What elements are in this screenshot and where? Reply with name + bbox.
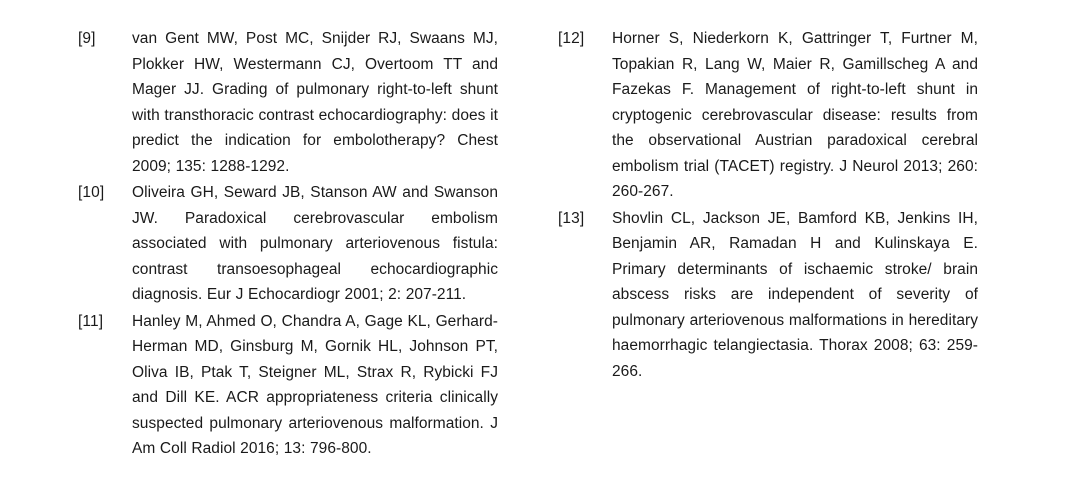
- left-column: [78, 26, 498, 463]
- reference-number: [10]: [78, 184, 105, 201]
- right-column: [558, 26, 978, 385]
- reference-text: Horner S, Niederkorn K, Gattringer T, Furtner M, Topakian R, Lang W, Maier R, Gamillscheg A and Fazekas F. Management of right-to-left shunt in cryptogenic cerebrovascular disease: results from the observational Austrian paradoxical cerebral embolism trial (TACET) registry. J Neurol 2013; 260: 260-267.: [612, 30, 978, 200]
- reference-entry: [558, 206, 978, 385]
- reference-text: Hanley M, Ahmed O, Chandra A, Gage KL, Gerhard-Herman MD, Ginsburg M, Gornik HL, Johnson PT, Oliva IB, Ptak T, Steigner ML, Strax R, Rybicki FJ and Dill KE. ACR appropriateness criteria clinically suspected pulmonary arteriovenous malformation. J Am Coll Radiol 2016; 13: 796-800.: [132, 312, 498, 457]
- reference-number: [13]: [558, 209, 585, 227]
- reference-text: Shovlin CL, Jackson JE, Bamford KB, Jenkins IH, Benjamin AR, Ramadan H and Kulinskaya E. Primary determinants of ischaemic stroke/ brain abscess risks are independent of severity of pulmonary arteriovenous malformations in hereditary haemorrhagic telangiectasia. Thorax 2008; 63: 259-266.: [612, 209, 978, 380]
- reference-text: Oliveira GH, Seward JB, Stanson AW and Swanson JW. Paradoxical cerebrovascular embolism associated with pulmonary arteriovenous fistula: contrast transoesophageal echocardiographic diagnosis. Eur J Echocardiogr 2001; 2: 207-211.: [132, 184, 498, 303]
- reference-entry: [558, 26, 978, 205]
- reference-columns: [0, 26, 1067, 463]
- reference-text: van Gent MW, Post MC, Snijder RJ, Swaans MJ, Plokker HW, Westermann CJ, Overtoom TT and Mager JJ. Grading of pulmonary right-to-left shunt with transthoracic contrast echocardiography: does it predict the indication for embolotherapy? Chest 2009; 135: 1288-1292.: [132, 30, 498, 175]
- reference-entry: [78, 26, 498, 179]
- reference-entry: [78, 309, 498, 462]
- reference-number: [12]: [558, 30, 585, 47]
- reference-number: [9]: [78, 30, 96, 47]
- reference-number: [11]: [78, 312, 104, 330]
- reference-entry: [78, 180, 498, 308]
